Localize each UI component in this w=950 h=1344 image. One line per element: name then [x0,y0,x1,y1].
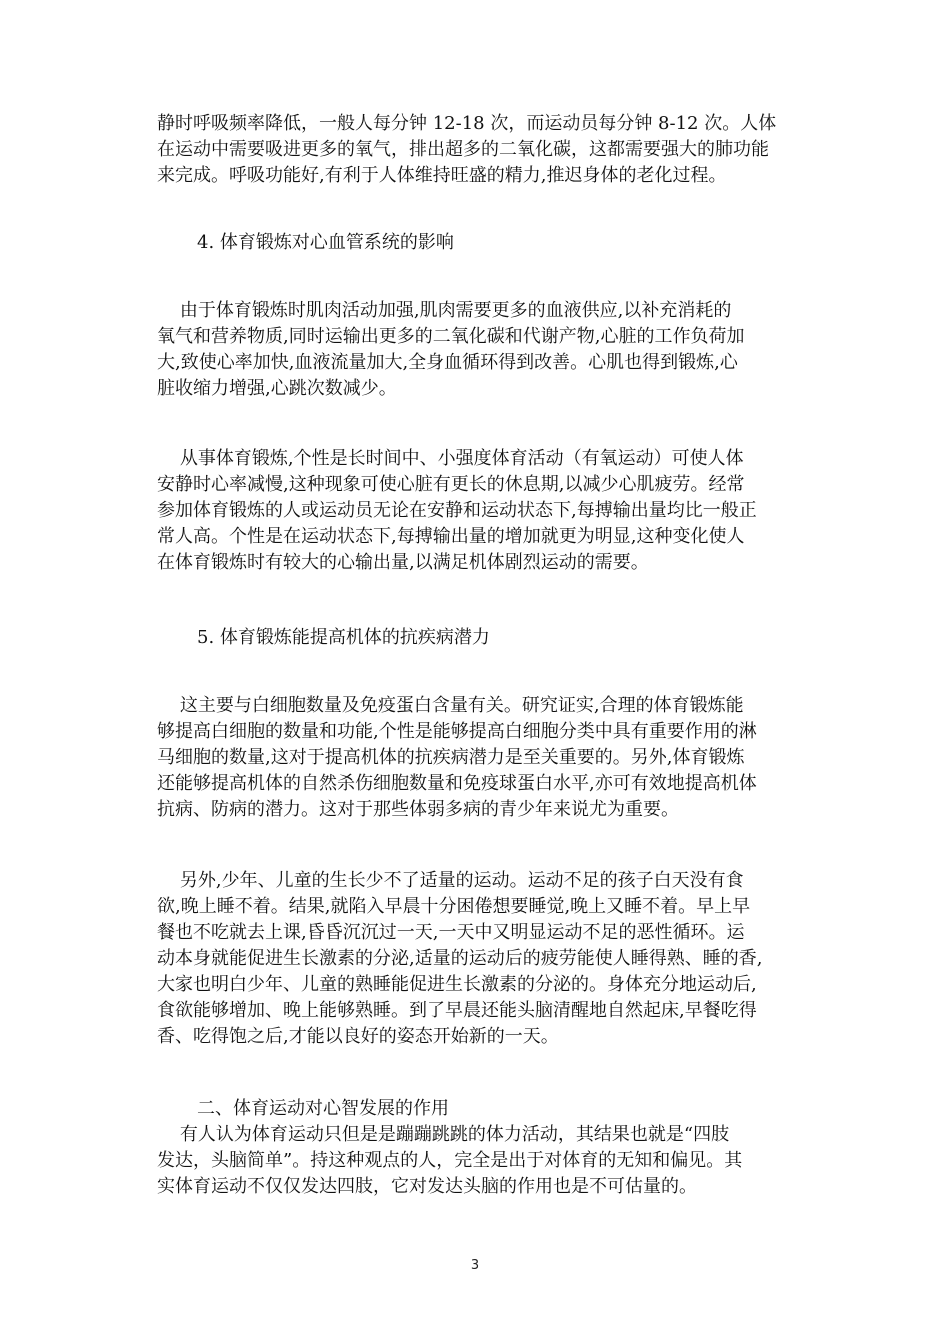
text-line: 欲,晚上睡不着。结果,就陷入早晨十分困倦想要睡觉,晚上又睡不着。早上早 [157,896,751,917]
text-line: 常人高。个性是在运动状态下,每搏输出量的增加就更为明显,这种变化使人 [157,526,745,547]
text-line: 安静时心率减慢,这种现象可使心脏有更长的休息期,以减少心肌疲劳。经常 [157,474,745,495]
paragraph-mental [157,1122,805,1200]
page-number: 3 [470,1258,480,1273]
text-line: 在运动中需要吸进更多的氧气，排出超多的二氧化碳，这都需要强大的肺功能 [157,139,769,160]
text-line: 够提高白细胞的数量和功能,个性是能够提高白细胞分类中具有重要作用的淋 [157,721,757,742]
text-line: 有人认为体育运动只但是是蹦蹦跳跳的体力活动，其结果也就是“四肢 [157,1124,730,1145]
heading-cardiovascular: 4. 体育锻炼对心血管系统的影响 [197,232,454,253]
text-line: 由于体育锻炼时肌肉活动加强,肌肉需要更多的血液供应,以补充消耗的 [157,300,732,321]
paragraph-immunity [157,693,805,823]
text-line: 还能够提高机体的自然杀伤细胞数量和免疫球蛋白水平,亦可有效地提高机体 [157,773,757,794]
heading-mental-development: 二、体育运动对心智发展的作用 [197,1098,449,1119]
heading-disease-resistance: 5. 体育锻炼能提高机体的抗疾病潜力 [197,627,490,648]
text-line: 脏收缩力增强,心跳次数减少。 [157,378,397,399]
paragraph-growth [157,868,805,1050]
text-line: 食欲能够增加、晚上能够熟睡。到了早晨还能头脑清醒地自然起床,早餐吃得 [157,1000,757,1021]
text-line: 静时呼吸频率降低，一般人每分钟 12-18 次，而运动员每分钟 8-12 次。人体 [157,113,777,134]
paragraph-breathing-end [157,111,805,189]
text-line: 在体育锻炼时有较大的心输出量,以满足机体剧烈运动的需要。 [157,552,649,573]
text-line: 参加体育锻炼的人或运动员无论在安静和运动状态下,每搏输出量均比一般正 [157,500,757,521]
text-line: 这主要与白细胞数量及免疫蛋白含量有关。研究证实,合理的体育锻炼能 [157,695,744,716]
text-line: 另外,少年、儿童的生长少不了适量的运动。运动不足的孩子白天没有食 [157,870,744,891]
text-line: 餐也不吃就去上课,昏昏沉沉过一天,一天中又明显运动不足的恶性循环。运 [157,922,745,943]
text-line: 大家也明白少年、儿童的熟睡能促进生长激素的分泌的。身体充分地运动后, [157,974,757,995]
text-line: 大,致使心率加快,血液流量加大,全身血循环得到改善。心肌也得到锻炼,心 [157,352,738,373]
text-line: 马细胞的数量,这对于提高机体的抗疾病潜力是至关重要的。另外,体育锻炼 [157,747,745,768]
text-line: 香、吃得饱之后,才能以良好的姿态开始新的一天。 [157,1026,559,1047]
text-line: 氧气和营养物质,同时运输出更多的二氧化碳和代谢产物,心脏的工作负荷加 [157,326,745,347]
paragraph-cardio-2 [157,446,805,576]
text-line: 发达，头脑简单”。持这种观点的人，完全是出于对体育的无知和偏见。其 [157,1150,743,1171]
text-line: 动本身就能促进生长激素的分泌,适量的运动后的疲劳能使人睡得熟、睡的香, [157,948,763,969]
text-line: 抗病、防病的潜力。这对于那些体弱多病的青少年来说尤为重要。 [157,799,679,820]
text-line: 来完成。呼吸功能好,有利于人体维持旺盛的精力,推迟身体的老化过程。 [157,165,727,186]
text-line: 实体育运动不仅仅发达四肢，它对发达头脑的作用也是不可估量的。 [157,1176,697,1197]
paragraph-cardio-1 [157,298,805,402]
text-line: 从事体育锻炼,个性是长时间中、小强度体育活动（有氧运动）可使人体 [157,448,744,469]
